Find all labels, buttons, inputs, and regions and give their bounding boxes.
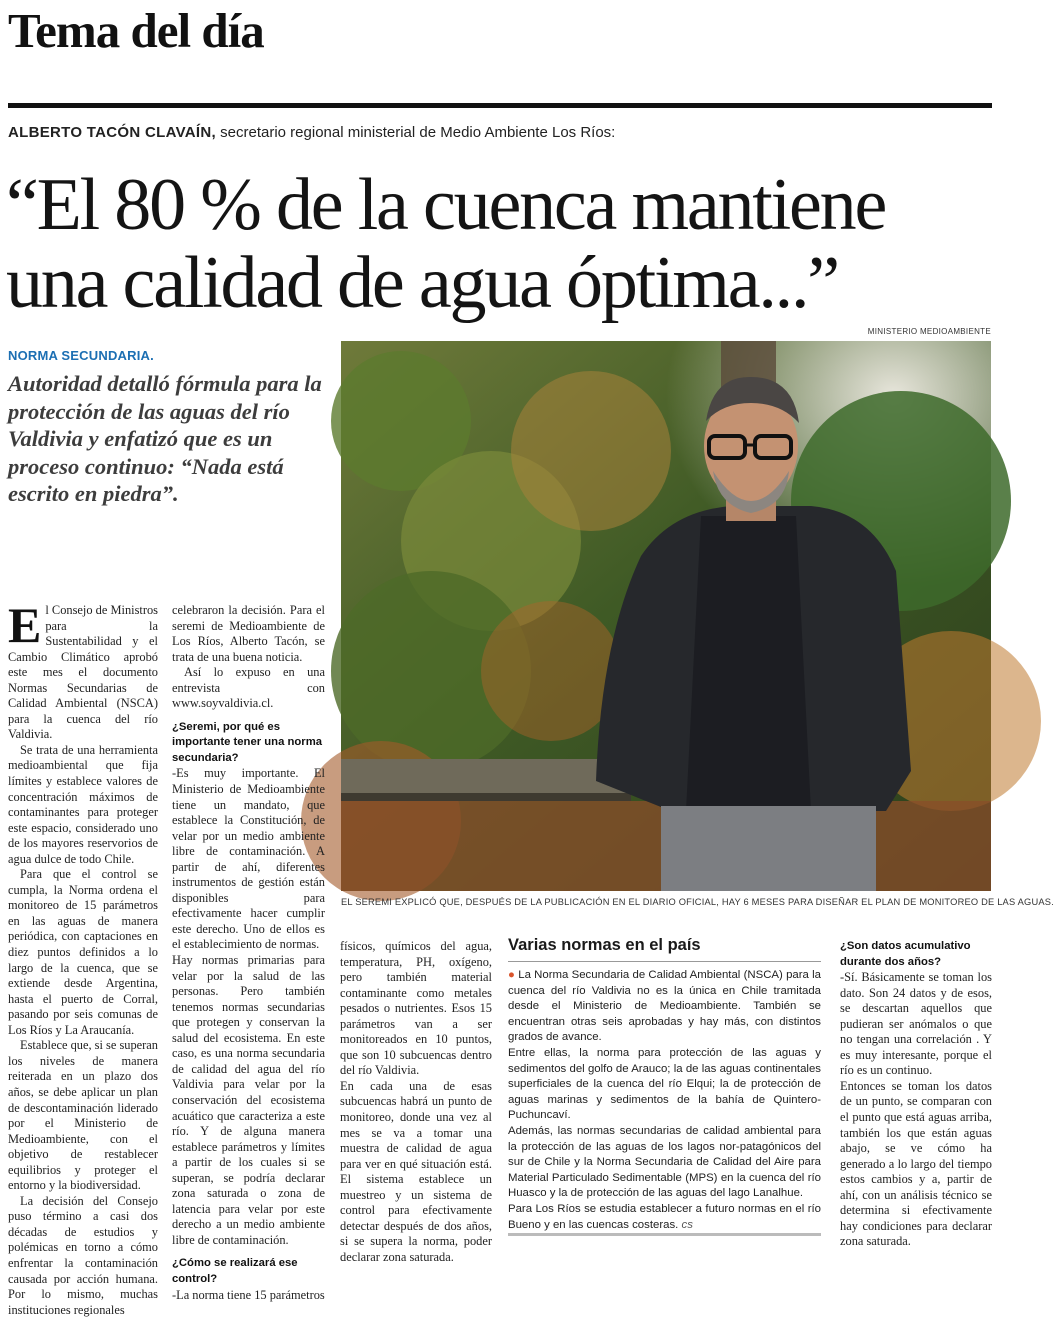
- byline-name: ALBERTO TACÓN CLAVAÍN,: [8, 124, 216, 141]
- photo-credit: MINISTERIO MEDIOAMBIENTE: [867, 327, 991, 336]
- sidebar-paragraph: Para Los Ríos se estudia establecer a futuro normas en el río Bueno y en las cuencas costeras. cs: [508, 1202, 821, 1231]
- article-column-4: [840, 939, 992, 1250]
- interview-answer: -Sí. Básicamente se toman los dato. Son 24 datos y de esos, se descartan aquellos que pudieran ser anómalos o que no tengan una correlación . Y es muy interesante, porque el río es un continuo.: [840, 970, 992, 1078]
- end-mark-icon: cs: [681, 1218, 693, 1231]
- section-title: Tema del día: [8, 3, 264, 58]
- byline: [8, 124, 615, 141]
- sidebar-paragraph: ● La Norma Secundaria de Calidad Ambiental (NSCA) para la cuenca del río Valdivia no es la única en Chile tramitada desde el Ministerio de Medioambiente. También se encuentran otras seis aprobadas y hay más, con distintos grados de avance.: [508, 969, 821, 1044]
- kicker: NORMA SECUNDARIA.: [8, 348, 154, 363]
- sidebar-box-body: [508, 968, 821, 1233]
- sidebar-box-title: Varias normas en el país: [508, 936, 821, 962]
- interview-answer: -La norma tiene 15 parámetros: [172, 1287, 325, 1302]
- sidebar-box: [508, 936, 821, 1236]
- dropcap: E: [8, 597, 42, 653]
- interview-answer: -Es muy importante. El Ministerio de Medioambiente tiene un mandato, que establece la Constitución, de velar por un medio ambiente libre de contaminación. A partir de ahí, diferentes instrumentos de gestión están disponibles para efectivamente hacer cumplir este derecho. Uno de ellos es el establecimiento de normas.: [172, 766, 325, 952]
- interview-question: ¿Son datos acumulativo durante dos años?: [840, 940, 971, 968]
- article-paragraph: Para que el control se cumpla, la Norma ordena el monitoreo de 15 parámetros en las aguas de manera periódica, con captaciones en diez puntos definidos a lo largo de la cuenca, que se extiende desde Argentina, hasta el puerto de Corral, pasando por seis comunas de Los Ríos y La Araucanía.: [8, 867, 158, 1037]
- article-paragraph: Establece que, si se superan los niveles de manera reiterada en un plazo dos años, se debe aplicar un plan de descontaminación liderado por el Ministerio de Medioambiente, con el objetivo de restablecer equilibrios y proteger el entorno y la biodiversidad.: [8, 1038, 158, 1193]
- deck: Autoridad detalló fórmula para la protección de las aguas del río Valdivia y enfatizó que es un proceso continuo: “Nada está escrito en piedra”.: [8, 371, 322, 506]
- article-paragraph: Así lo expuso en una entrevista con www.soyvaldivia.cl.: [172, 665, 325, 711]
- byline-role: secretario regional ministerial de Medio Ambiente Los Ríos:: [220, 124, 616, 141]
- headline: “El 80 % de la cuenca mantiene una calidad de agua óptima...”: [6, 164, 886, 324]
- sidebar-paragraph: Entre ellas, la norma para protección de las aguas y sedimentos del golfo de Arauco; la de las aguas continentales superficiales de la cuenca del río Elqui; la de protección de aguas marinas y sedimentos de la bahía de Quintero-Puchuncaví.: [508, 1046, 821, 1122]
- article-paragraph: La decisión del Consejo puso término a casi dos décadas de estudios y polémicas en torno a cómo enfrentar la contaminación causada por acción humana. Por lo mismo, muchas instituciones regionales: [8, 1193, 158, 1317]
- article-paragraph: El Consejo de Ministros para la Sustentabilidad y el Cambio Climático aprobó este mes el documento Normas Secundarias de Calidad Ambiental (NSCA) para la cuenca del río Valdivia.: [8, 597, 158, 742]
- interview-answer: En cada una de esas subcuencas habrá un punto de monitoreo, donde una vez al mes se va a tomar una muestra de calidad de agua para ver en qué situación está. El sistema establece un muestreo y un sistema de control para efectivamente detectar después de dos años, si se supera la norma, poder declarar zona saturada.: [340, 1078, 492, 1264]
- article-column-3: [340, 939, 492, 1265]
- interview-question: ¿Seremi, por qué es importante tener una norma secundaria?: [172, 720, 323, 764]
- interview-question: ¿Cómo se realizará ese control?: [172, 1257, 298, 1285]
- article-paragraph: celebraron la decisión. Para el seremi de Medioambiente de Los Ríos, Alberto Tacón, se trata de una buena noticia.: [172, 603, 325, 664]
- portrait-photo-illustration: [341, 341, 991, 891]
- sidebar-paragraph: Además, las normas secundarias de calidad ambiental para la protección de las aguas de los lagos nor-patagónicos del sur de Chile y la Norma Secundaria de Calidad del Aire para Material Particulado Sedimentable (MPS) en la cuenca del río Huasco y la de protección de las aguas del lago Lanalhue.: [508, 1124, 821, 1200]
- portrait-photo: [341, 341, 991, 891]
- header-rule: [8, 103, 992, 108]
- article-column-1: [8, 597, 158, 1318]
- article-paragraph: Se trata de una herramienta medioambiental que fija límites y establece valores de concentración máximos de contaminantes para proteger este espacio, considerado uno de los mayores reservorios de agua dulce de todo Chile.: [8, 742, 158, 866]
- article-column-2: [172, 603, 325, 1303]
- interview-answer: físicos, químicos del agua, temperatura, PH, oxígeno, pero también material contaminante como metales pesados o nutrientes. Esos 15 parámetros van a ser monitoreados en 10 puntos, que son 10 subcuencas dentro del río Valdivia.: [340, 939, 492, 1078]
- photo-caption: EL SEREMI EXPLICÓ QUE, DESPUÉS DE LA PUBLICACIÓN EN EL DIARIO OFICIAL, HAY 6 MESES PARA DISEÑAR EL PLAN DE MONITOREO DE LAS AGUAS.: [341, 897, 1054, 907]
- interview-answer: Entonces se toman los datos de un punto, se comparan con el punto que está aguas arriba, también los que están aguas abajo, se ve cómo ha generado a lo largo del tiempo estos cambios y a, partir de ahí, con un análisis técnico se determina si efectivamente hay condiciones para declarar zona saturada.: [840, 1078, 992, 1249]
- interview-answer: Hay normas primarias para velar por la salud de las personas. Pero también tenemos normas secundarias que protegen y conservan la salud del ecosistema. En este caso, es una norma secundaria de calidad del agua del río Valdivia para velar por la conservación del ecosistema acuático que caracteriza a este río. Y de alguna manera establece parámetros y límites a partir de los cuales si se superan, se podría declarar zona saturada o zona de latencia para velar por este derecho a un medio ambiente libre de contaminación.: [172, 953, 325, 1247]
- sidebar-box-bottom-rule: [508, 1233, 821, 1236]
- bullet-icon: ●: [508, 969, 515, 981]
